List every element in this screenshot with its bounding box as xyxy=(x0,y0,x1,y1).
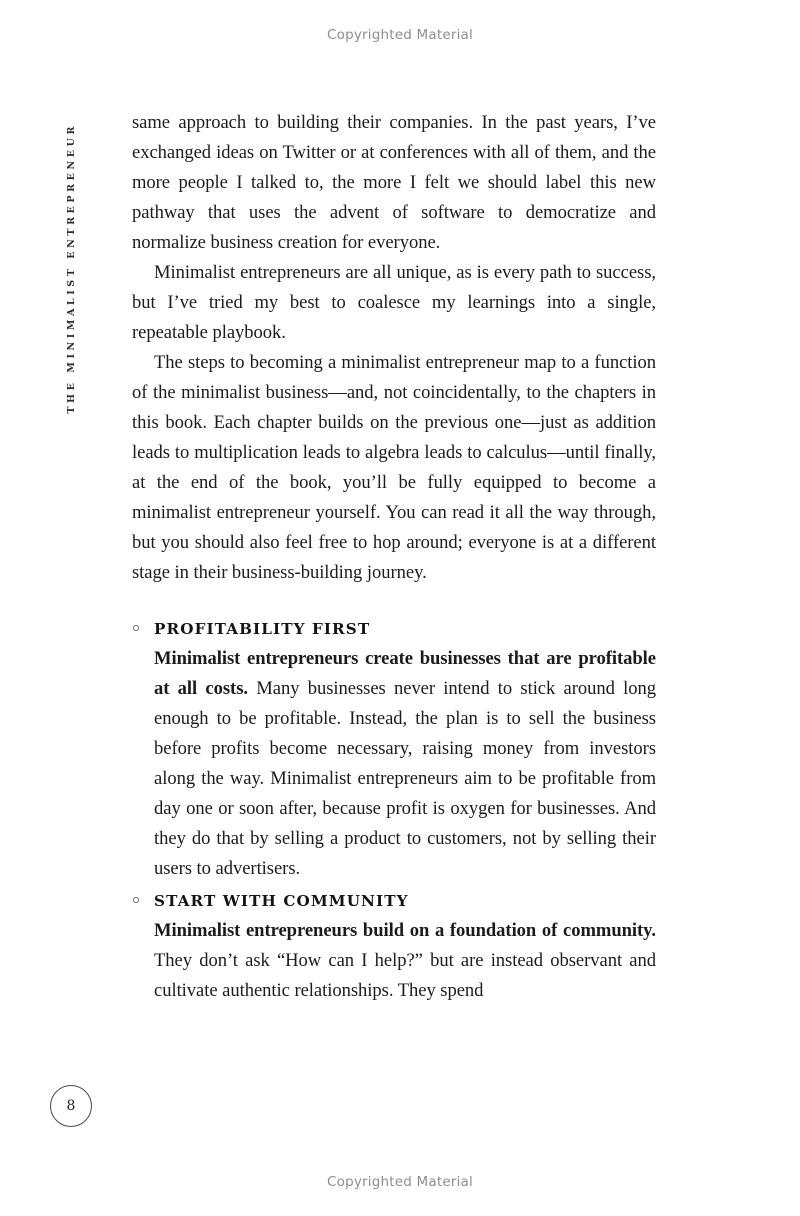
circle-bullet-icon xyxy=(133,625,139,631)
page-number-badge xyxy=(50,1085,92,1127)
list-item-heading: PROFITABILITY FIRST xyxy=(154,620,371,638)
circle-bullet-icon xyxy=(133,897,139,903)
page-number-label: 8 xyxy=(66,1098,76,1114)
copyright-watermark-bottom: Copyrighted Material xyxy=(327,1174,473,1190)
list-item xyxy=(132,614,656,884)
paragraph-3: The steps to becoming a minimalist entrepreneur map to a function of the minimalist business—and, not coincidentally, to the chapters in this book. Each chapter builds on the previous one—just as addition leads to multiplication leads to algebra leads to calculus—until finally, at the end of the book, you’ll be fully equipped to become a minimalist entrepreneur yourself. You can read it all the way through, but you should also feel free to hop around; everyone is at a different stage in their business-building journey. xyxy=(132,352,656,583)
list-item-rest: They don’t ask “How can I help?” but are instead observant and cultivate authentic relationships. They spend xyxy=(154,950,656,1001)
list-item-rest: Many businesses never intend to stick around long enough to be profitable. Instead, the plan is to sell the business before profits become necessary, raising money from investors along the way. Minimalist entrepreneurs aim to be profitable from day one or soon after, because profit is oxygen for businesses. And they do that by selling a product to customers, not by selling their users to advertisers. xyxy=(154,678,656,879)
paragraph-2: Minimalist entrepreneurs are all unique, as is every path to success, but I’ve tried my best to coalesce my learnings into a single, repeatable playbook. xyxy=(132,262,656,343)
text-column xyxy=(132,108,656,1008)
list-item xyxy=(132,886,656,1006)
list-item-lead: Minimalist entrepreneurs build on a foundation of community. xyxy=(154,920,656,941)
running-head xyxy=(63,114,81,414)
list-item-lead: Minimalist entrepreneurs create businesses that are profitable at all costs. xyxy=(154,648,656,699)
principles-list xyxy=(132,614,656,1006)
copyright-watermark-top: Copyrighted Material xyxy=(327,27,473,43)
paragraph-1: same approach to building their companies. In the past years, I’ve exchanged ideas on Twitter or at conferences with all of them, and the more people I talked to, the more I felt we should label this new pathway that uses the advent of software to democratize and normalize business creation for everyone. xyxy=(132,112,656,253)
running-head-label: THE MINIMALIST ENTREPRENEUR xyxy=(66,123,78,414)
list-item-body xyxy=(154,916,656,1006)
list-item-body xyxy=(154,644,656,884)
list-item-heading: START WITH COMMUNITY xyxy=(154,892,409,910)
